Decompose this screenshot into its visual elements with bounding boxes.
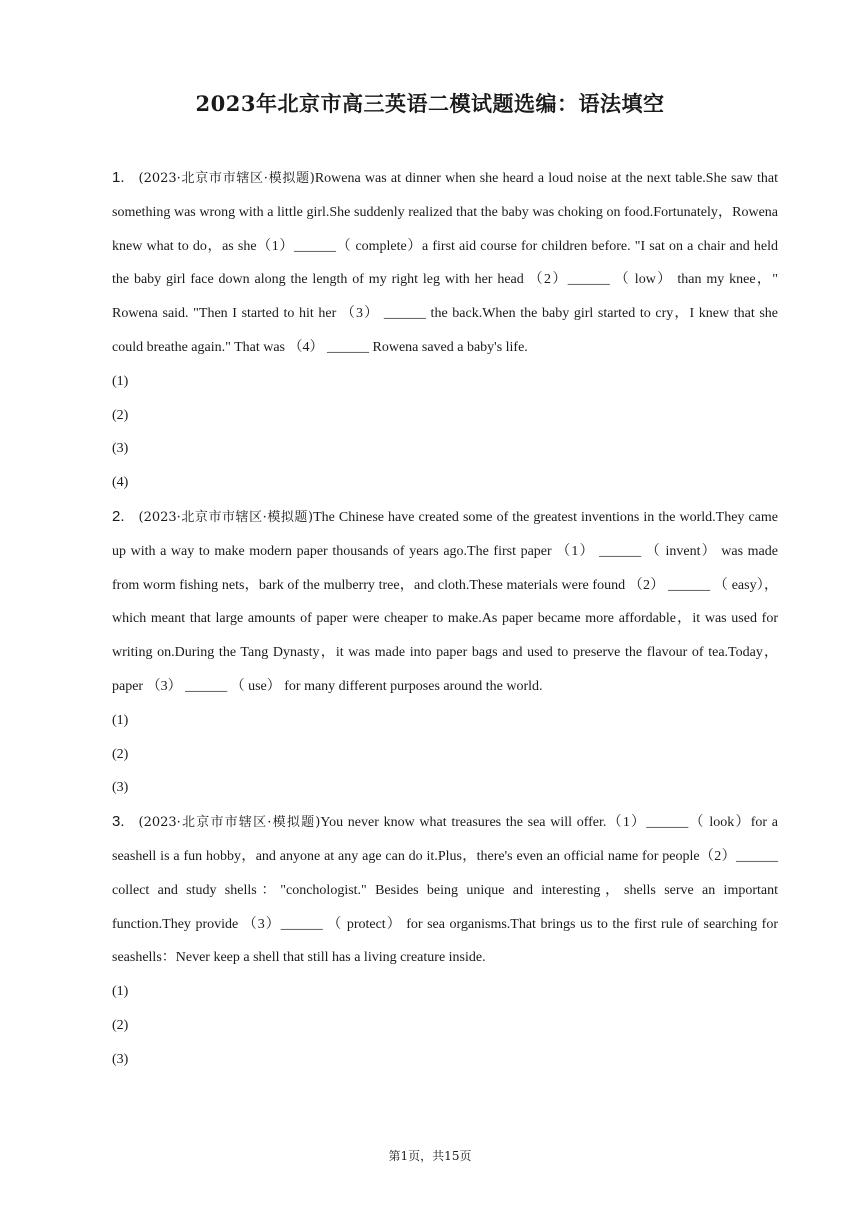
answer-line: (1) xyxy=(112,373,129,389)
question-text: The Chinese have created some of the greatest inventions in the world.They came up with a way to make modern paper thousands of years ago.The first paper （1） ______ （ invent） was made from worm fishing nets，bark of the mulberry tree，and cloth.These materials were found （2） ______ （ easy），which meant that large amounts of paper were cheaper to make.As paper became more affordable，it was used for writing on.During the Tang Dynasty，it was made into paper bags and used to preserve the flavour of tea.Today，paper （3） ______ （ use） for many different purposes around the world. xyxy=(112,509,778,694)
answer-line: (3) xyxy=(112,1051,129,1067)
question-number: 2. xyxy=(112,507,125,525)
question-number: 3. xyxy=(112,813,125,831)
question-2 xyxy=(112,500,778,805)
question-3 xyxy=(112,805,778,1076)
page-title: 2023年北京市高三英语二模试题选编：语法填空 xyxy=(195,91,665,116)
question-paragraph xyxy=(112,500,778,704)
question-paragraph xyxy=(112,161,778,365)
question-paragraph xyxy=(112,805,778,975)
answer-line: (4) xyxy=(112,475,129,491)
question-list xyxy=(112,161,778,1077)
answer-line: (2) xyxy=(112,407,129,423)
answer-line: (3) xyxy=(112,441,129,457)
answer-line: (1) xyxy=(112,984,129,1000)
answer-line: (2) xyxy=(112,746,129,762)
answer-line: (1) xyxy=(112,712,129,728)
question-source: (2023·北京市市辖区·模拟题) xyxy=(138,171,315,186)
question-text: Rowena was at dinner when she heard a loud noise at the next table.She saw that something was wrong with a little girl.She suddenly realized that the baby was choking on food.Fortunately，Rowena knew what to do，as she（1）______（ complete）a first aid course for children before. "I sat on a chair and held the baby girl face down along the length of my right leg with her head （2）______ （ low） than my knee，" Rowena said. "Then I started to hit her （3） ______ the back.When the baby girl started to cry，I knew that she could breathe again." That was （4） ______ Rowena saved a baby's life. xyxy=(112,171,778,355)
question-text: You never know what treasures the sea will offer.（1）______（ look）for a seashell is a fun hobby，and anyone at any age can do it.Plus，there's even an official name for people（2）______ collect and study shells："conchologist." Besides being unique and interesting，shells serve an important function.They provide （3）______ （ protect） for sea organisms.That brings us to the first rule of searching for seashells：Never keep a shell that still has a living creature inside. xyxy=(112,815,778,966)
answer-line: (3) xyxy=(112,780,129,796)
answer-line: (2) xyxy=(112,1017,129,1033)
page-footer: 第1页，共15页 xyxy=(388,1149,472,1163)
question-1 xyxy=(112,161,778,500)
question-source: (2023·北京市市辖区·模拟题) xyxy=(138,815,321,831)
question-source: (2023·北京市市辖区·模拟题) xyxy=(138,509,314,525)
question-number: 1. xyxy=(112,169,125,186)
